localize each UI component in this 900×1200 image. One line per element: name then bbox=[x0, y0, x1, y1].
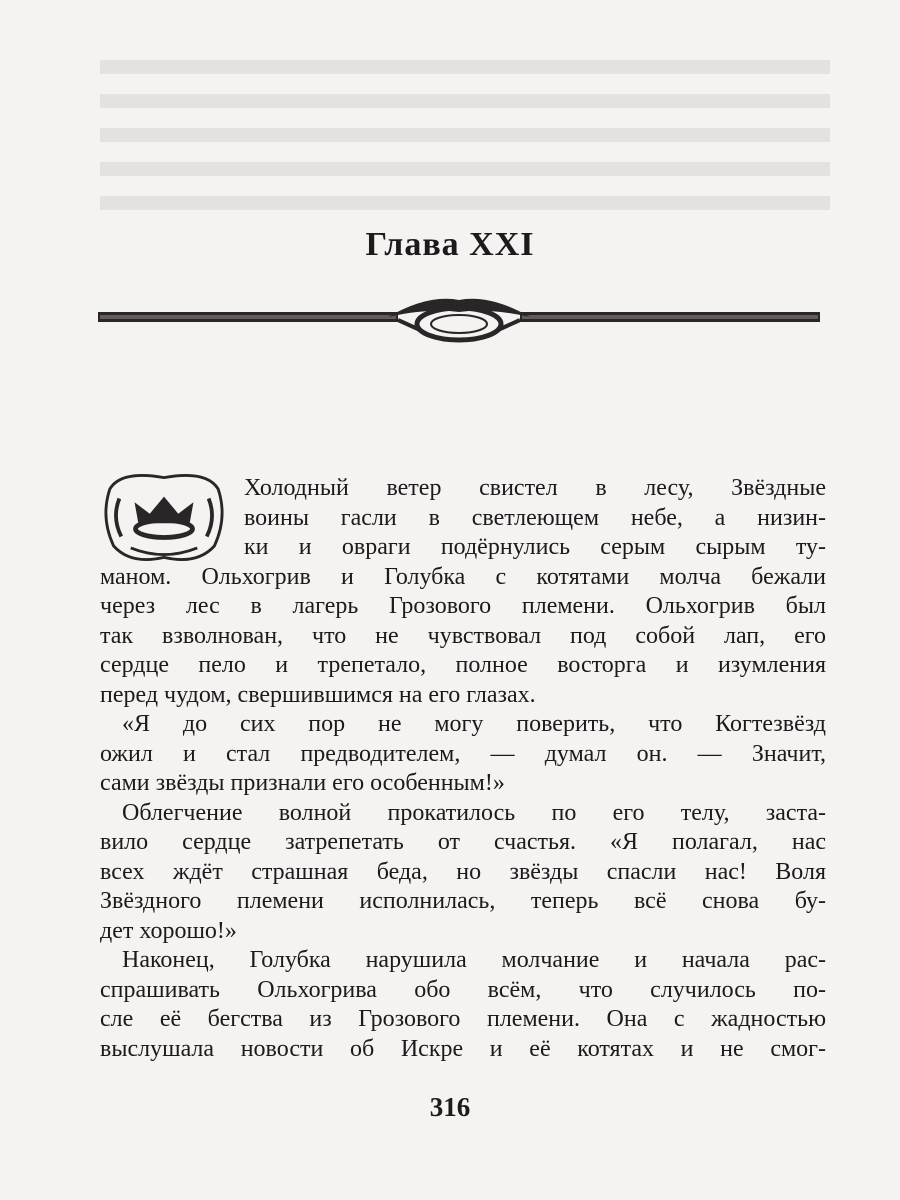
text-line: сердце пело и трепетало, полное восторга и изумления bbox=[100, 652, 826, 678]
chapter-ornament-divider bbox=[98, 290, 820, 350]
bleed-through-text bbox=[100, 60, 830, 220]
text-line: сле её бегства из Грозового племени. Она с жадностью bbox=[100, 1006, 826, 1032]
paragraph bbox=[100, 710, 826, 799]
text-line: дет хорошо!» bbox=[100, 917, 237, 944]
paragraph bbox=[100, 946, 826, 1064]
text-line: ожил и стал предводителем, — думал он. — Значит, bbox=[100, 740, 826, 767]
text-line: перед чудом, свершившимся на его глазах. bbox=[100, 681, 536, 708]
text-line: Холодный ветер свистел в лесу, Звёздные bbox=[244, 475, 826, 501]
text-line: вило сердце затрепетать от счастья. «Я полагал, нас bbox=[100, 829, 826, 855]
text-line: спрашивать Ольхогрива обо всём, что случилось по- bbox=[100, 976, 826, 1003]
text-line: Звёздного племени исполнилась, теперь всё снова бу- bbox=[100, 888, 826, 914]
paragraph bbox=[100, 799, 826, 947]
text-line: сами звёзды признали его особенным!» bbox=[100, 770, 505, 796]
text-line: «Я до сих пор не могу поверить, что Когтезвёзд bbox=[122, 711, 826, 737]
page-number: 316 bbox=[429, 1092, 471, 1122]
text-line: всех ждёт страшная беда, но звёзды спасли нас! Воля bbox=[100, 858, 826, 885]
chapter-title: Глава XXI bbox=[365, 226, 535, 263]
text-line: ки и овраги подёрнулись серым сырым ту- bbox=[244, 534, 826, 560]
text-line: Наконец, Голубка нарушила молчание и начала рас- bbox=[122, 947, 826, 973]
text-line: маном. Ольхогрив и Голубка с котятами молча бежали bbox=[100, 563, 826, 590]
paragraph bbox=[100, 474, 826, 710]
text-line: воины гасли в светлеющем небе, а низин- bbox=[244, 504, 826, 531]
text-line: Облегчение волной прокатилось по его телу, заста- bbox=[122, 799, 826, 826]
body-text bbox=[100, 474, 826, 1064]
text-line: так взволнован, что не чувствовал под собой лап, его bbox=[100, 622, 826, 649]
text-line: через лес в лагерь Грозового племени. Ольхогрив был bbox=[100, 593, 826, 619]
text-line: выслушала новости об Искре и её котятах и не смог- bbox=[100, 1035, 826, 1062]
